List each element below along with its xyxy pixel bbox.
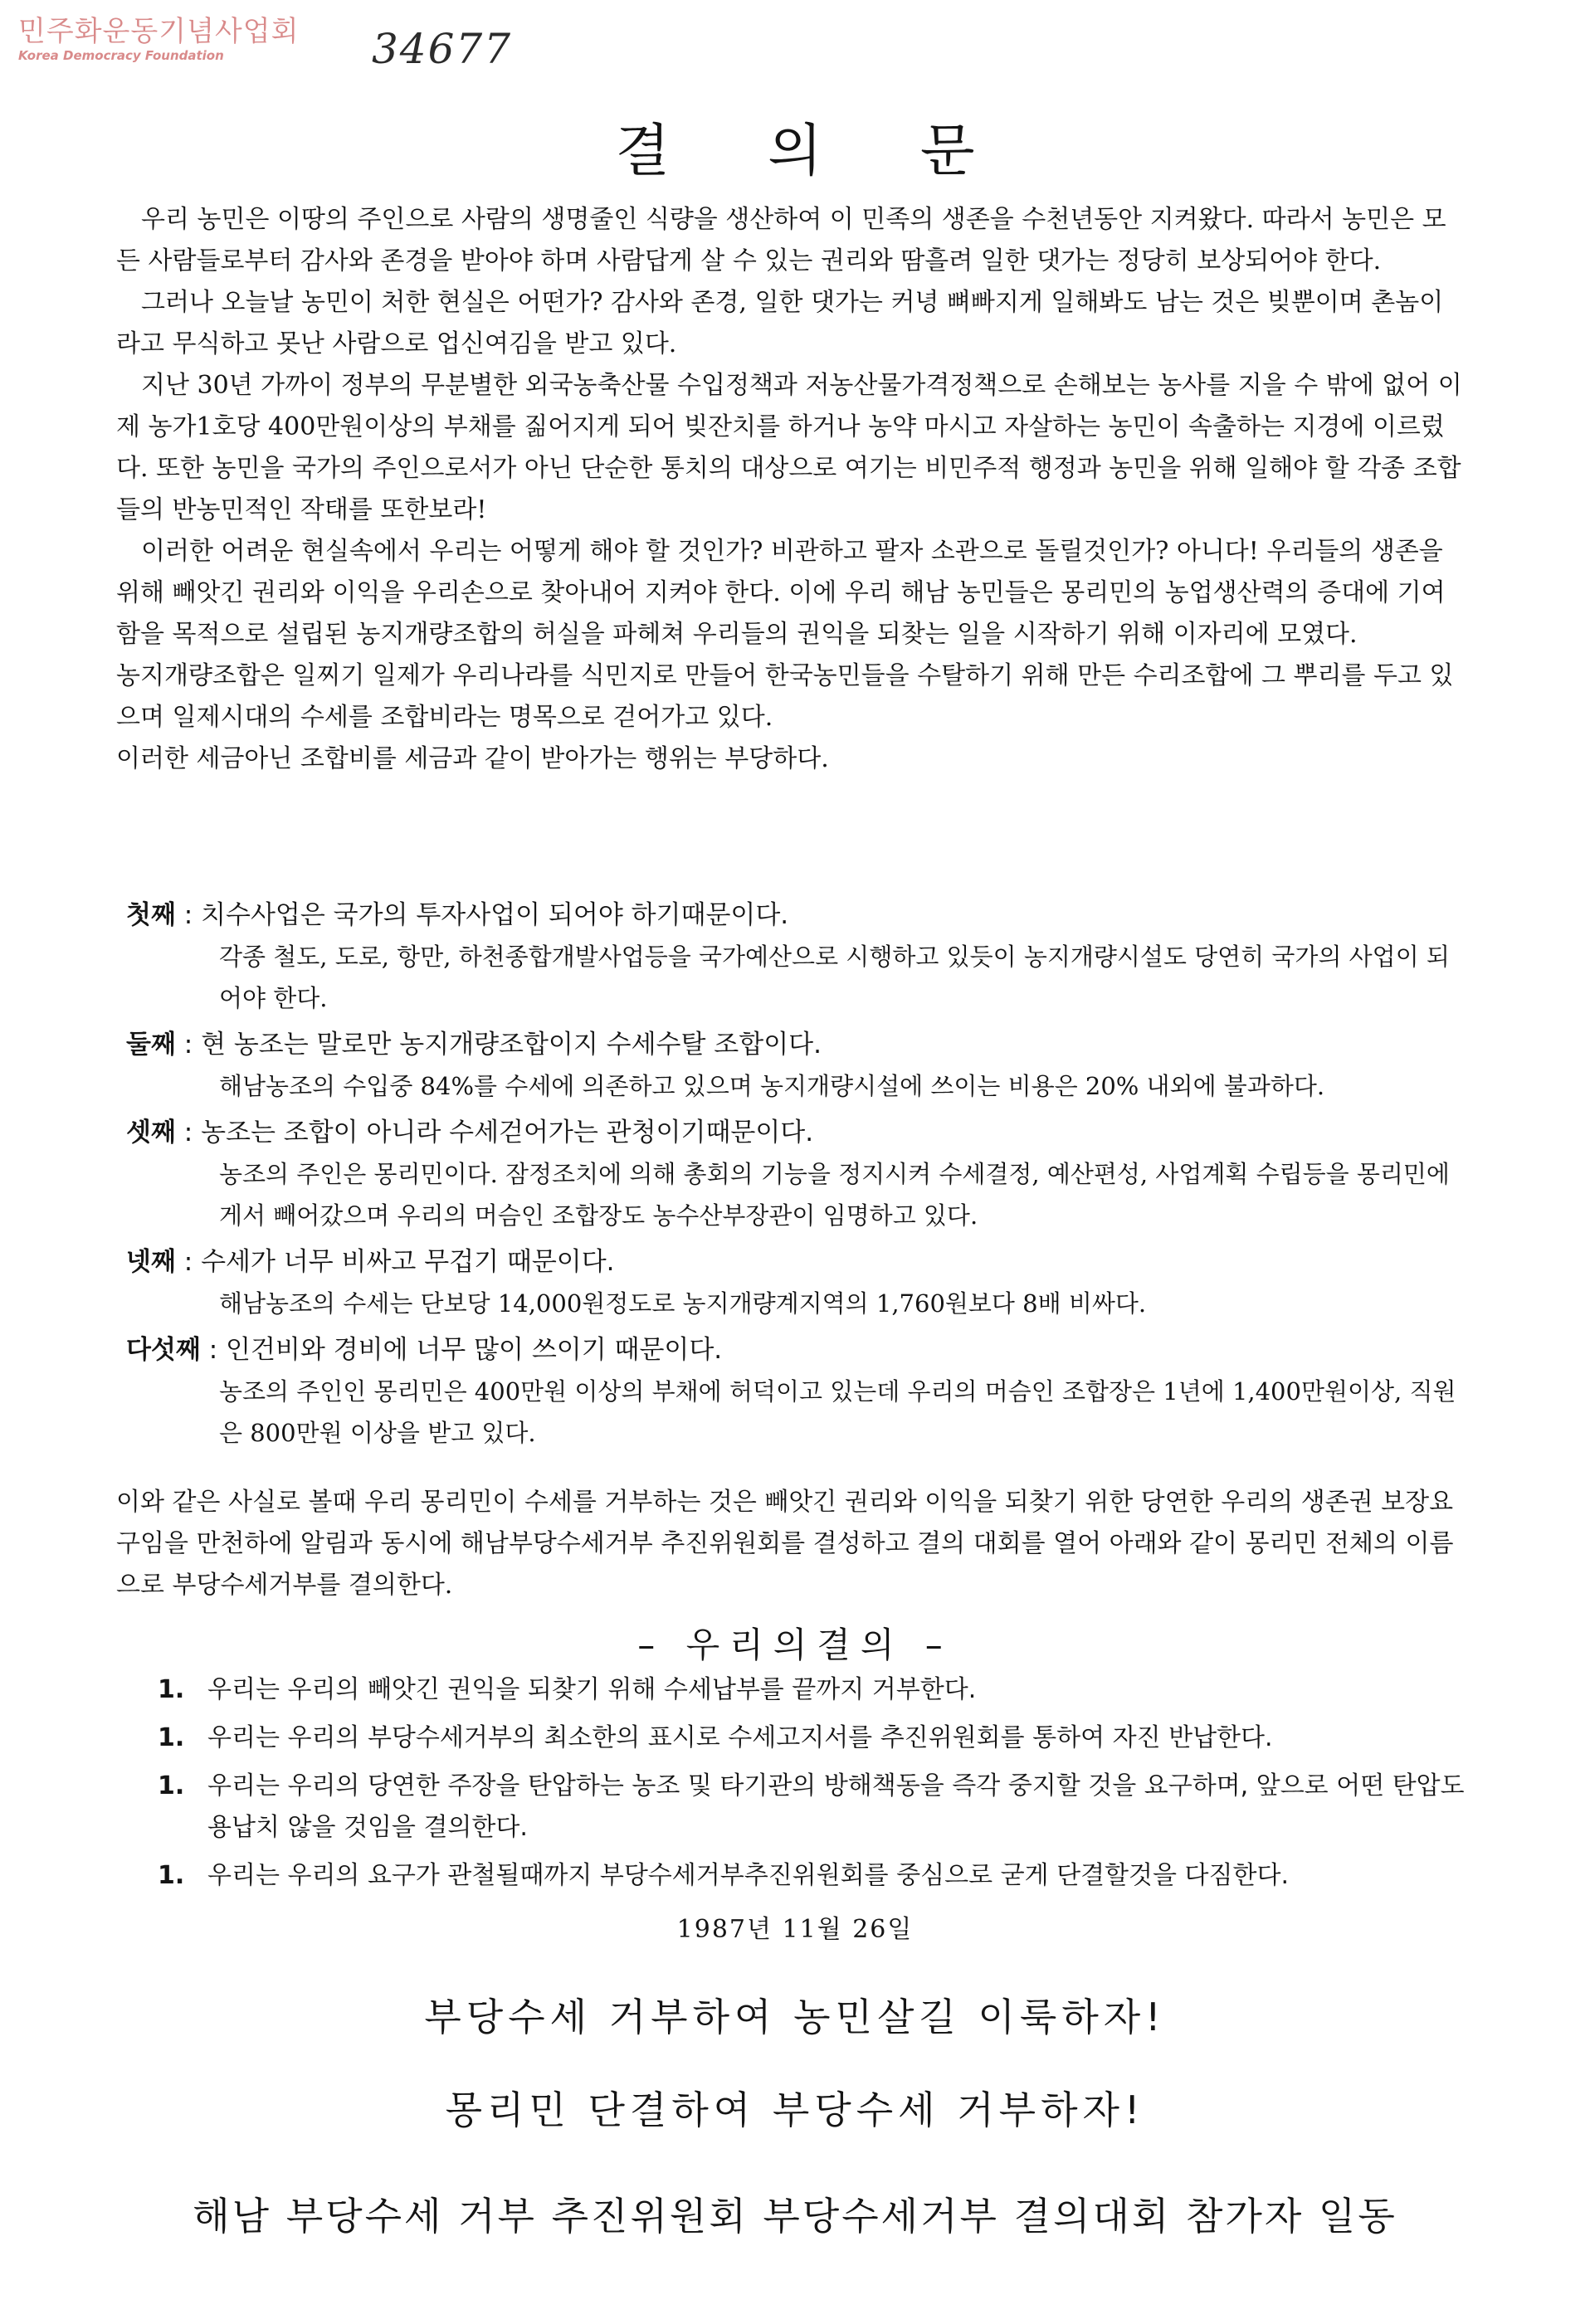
paragraph-4: 이러한 어려운 현실속에서 우리는 어떻게 해야 할 것인가? 비관하고 팔자 소관으로 돌릴것인가? 아니다! 우리들의 생존을 위해 빼앗긴 권리와 이익을 우리손으로 찾아내어 지켜야 한다. 이에 우리 해남 농민들은 몽리민의 농업생산력의 증대에 기여함을 목적으로 설립된 농지개량조합의 허실을 파헤쳐 우리들의 권익을 되찾는 일을 시작하기 위해 이자리에 모였다.: [116, 537, 1446, 649]
paragraph-5: 농지개량조합은 일찌기 일제가 우리나라를 식민지로 만들어 한국농민들을 수탈하기 위해 만든 수리조합에 그 뿌리를 두고 있으며 일제시대의 수세를 조합비라는 명목으로 걷어가고 있다.: [116, 661, 1454, 732]
resolution-number: 1.: [158, 1771, 185, 1800]
paragraph-2: 그러나 오늘날 농민이 처한 현실은 어떤가? 감사와 존경, 일한 댓가는 커녕 뼈빠지게 일해봐도 남는 것은 빚뿐이며 촌놈이라고 무식하고 못난 사람으로 업신여김을 받고 있다.: [116, 288, 1444, 358]
paragraph-1: 우리 농민은 이땅의 주인으로 사람의 생명줄인 식량을 생산하여 이 민족의 생존을 수천년동안 지켜왔다. 따라서 농민은 모든 사람들로부터 감사와 존경을 받아야 하며 사람답게 살 수 있는 권리와 땀흘려 일한 댓가는 정당히 보상되어야 한다.: [116, 205, 1446, 275]
resolution-text: 우리는 우리의 당연한 주장을 탄압하는 농조 및 타기관의 방해책동을 즉각 중지할 것을 요구하며, 앞으로 어떤 탄압도 용납치 않을 것임을 결의한다.: [207, 1771, 1465, 1842]
reason-title: 농조는 조합이 아니라 수세걷어가는 관청이기때문이다.: [201, 1118, 814, 1147]
reason-title: 치수사업은 국가의 투자사업이 되어야 하기때문이다.: [201, 900, 789, 930]
reason-item: 셋째 : 농조는 조합이 아니라 수세걷어가는 관청이기때문이다. 농조의 주인은 몽리민이다. 잠정조치에 의해 총회의 기능을 정지시켜 수세결정, 예산편성, 사업계획 수립등을 몽리민에게서 빼어갔으며 우리의 머슴인 조합장도 농수산부장관이 임명하고 있다.: [126, 1112, 1471, 1236]
reason-ordinal: 셋째: [126, 1118, 176, 1147]
reason-ordinal: 넷째: [126, 1247, 176, 1277]
reason-body: 농조의 주인인 몽리민은 400만원 이상의 부채에 허덕이고 있는데 우리의 머슴인 조합장은 1년에 1,400만원이상, 직원은 800만원 이상을 받고 있다.: [219, 1377, 1456, 1447]
reason-ordinal: 첫째: [126, 900, 176, 930]
reason-body: 농조의 주인은 몽리민이다. 잠정조치에 의해 총회의 기능을 정지시켜 수세결정, 예산편성, 사업계획 수립등을 몽리민에게서 빼어갔으며 우리의 머슴인 조합장도 농수산부장관이 임명하고 있다.: [219, 1160, 1450, 1230]
closing-paragraph: 이와 같은 사실로 볼때 우리 몽리민이 수세를 거부하는 것은 빼앗긴 권리와 이익을 되찾기 위한 당연한 우리의 생존권 보장요구임을 만천하에 알림과 동시에 해남부당수세거부 추진위원회를 결성하고 결의 대회를 열어 아래와 같이 몽리민 전체의 이름으로 부당수세거부를 결의한다.: [116, 1488, 1454, 1600]
reason-title: 현 농조는 말로만 농지개량조합이지 수세수탈 조합이다.: [201, 1030, 822, 1060]
reason-item: 넷째 : 수세가 너무 비싸고 무겁기 때문이다. 해남농조의 수세는 단보당 14,000원정도로 농지개량계지역의 1,760원보다 8배 비싸다.: [126, 1241, 1471, 1324]
resolution-number: 1.: [158, 1723, 185, 1752]
document-date: 1987년 11월 26일: [676, 1915, 914, 1944]
reasons-list: [126, 894, 1471, 1459]
resolutions-list: [158, 1669, 1485, 1903]
resolution-item: [158, 1717, 1485, 1759]
reason-ordinal: 다섯째: [126, 1335, 201, 1365]
reason-title: 수세가 너무 비싸고 무겁기 때문이다.: [201, 1247, 615, 1277]
resolution-text: 우리는 우리의 요구가 관철될때까지 부당수세거부추진위원회를 중심으로 굳게 단결할것을 다짐한다.: [207, 1861, 1289, 1890]
reason-item: 다섯째 : 인건비와 경비에 너무 많이 쓰이기 때문이다. 농조의 주인인 몽리민은 400만원 이상의 부채에 허덕이고 있는데 우리의 머슴인 조합장은 1년에 1,400만원이상, 직원은 800만원 이상을 받고 있다.: [126, 1329, 1471, 1454]
reason-item: 둘째 : 현 농조는 말로만 농지개량조합이지 수세수탈 조합이다. 해남농조의 수입중 84%를 수세에 의존하고 있으며 농지개량시설에 쓰이는 비용은 20% 내외에 불과하다.: [126, 1024, 1471, 1107]
reason-title: 인건비와 경비에 너무 많이 쓰이기 때문이다.: [226, 1335, 723, 1365]
reason-body: 각종 철도, 도로, 항만, 하천종합개발사업등을 국가예산으로 시행하고 있듯이 농지개량시설도 당연히 국가의 사업이 되어야 한다.: [219, 943, 1450, 1012]
resolution-item: [158, 1669, 1485, 1711]
document-title: 결의문: [615, 119, 1073, 184]
reason-body: 해남농조의 수입중 84%를 수세에 의존하고 있으며 농지개량시설에 쓰이는 비용은 20% 내외에 불과하다.: [219, 1072, 1325, 1100]
paragraph-6: 이러한 세금아닌 조합비를 세금과 같이 받아가는 행위는 부당하다.: [116, 744, 829, 773]
resolution-number: 1.: [158, 1861, 185, 1890]
handwritten-document-number: 34677: [372, 25, 513, 73]
resolution-item: [158, 1766, 1485, 1849]
resolution-text: 우리는 우리의 빼앗긴 권익을 되찾기 위해 수세납부를 끝까지 거부한다.: [207, 1675, 977, 1704]
signatory-line: 해남 부당수세 거부 추진위원회 부당수세거부 결의대회 참가자 일동: [193, 2194, 1397, 2239]
watermark-korean: 민주화운동기념사업회: [18, 15, 300, 48]
foundation-watermark: [18, 15, 299, 63]
paragraph-3: 지난 30년 가까이 정부의 무분별한 외국농축산물 수입정책과 저농산물가격정책으로 손해보는 농사를 지을 수 밖에 없어 이제 농가1호당 400만원이상의 부채를 짊어지게 되어 빚잔치를 하거나 농약 마시고 자살하는 농민이 속출하는 지경에 이르렀다. 또한 농민을 국가의 주인으로서가 아닌 단순한 통치의 대상으로 여기는 비민주적 행정과 농민을 위해 일해야 할 각종 조합들의 반농민적인 작태를 또한보라!: [116, 371, 1462, 524]
reason-item: 첫째 : 치수사업은 국가의 투자사업이 되어야 하기때문이다. 각종 철도, 도로, 항만, 하천종합개발사업등을 국가예산으로 시행하고 있듯이 농지개량시설도 당연히 국가의 사업이 되어야 한다.: [126, 894, 1471, 1019]
slogan-2: 몽리민 단결하여 부당수세 거부하자!: [445, 2088, 1145, 2132]
resolution-text: 우리는 우리의 부당수세거부의 최소한의 표시로 수세고지서를 추진위원회를 통하여 자진 반납한다.: [207, 1723, 1273, 1752]
resolution-item: [158, 1855, 1485, 1897]
intro-section: [116, 199, 1462, 780]
reason-ordinal: 둘째: [126, 1030, 176, 1060]
watermark-english: Korea Democracy Foundation: [18, 48, 224, 63]
resolution-number: 1.: [158, 1675, 185, 1704]
slogan-1: 부당수세 거부하여 농민살길 이룩하자!: [424, 1995, 1166, 2039]
resolution-heading: – 우리의결의 –: [637, 1625, 953, 1665]
reason-body: 해남농조의 수세는 단보당 14,000원정도로 농지개량계지역의 1,760원보다 8배 비싸다.: [219, 1289, 1147, 1318]
